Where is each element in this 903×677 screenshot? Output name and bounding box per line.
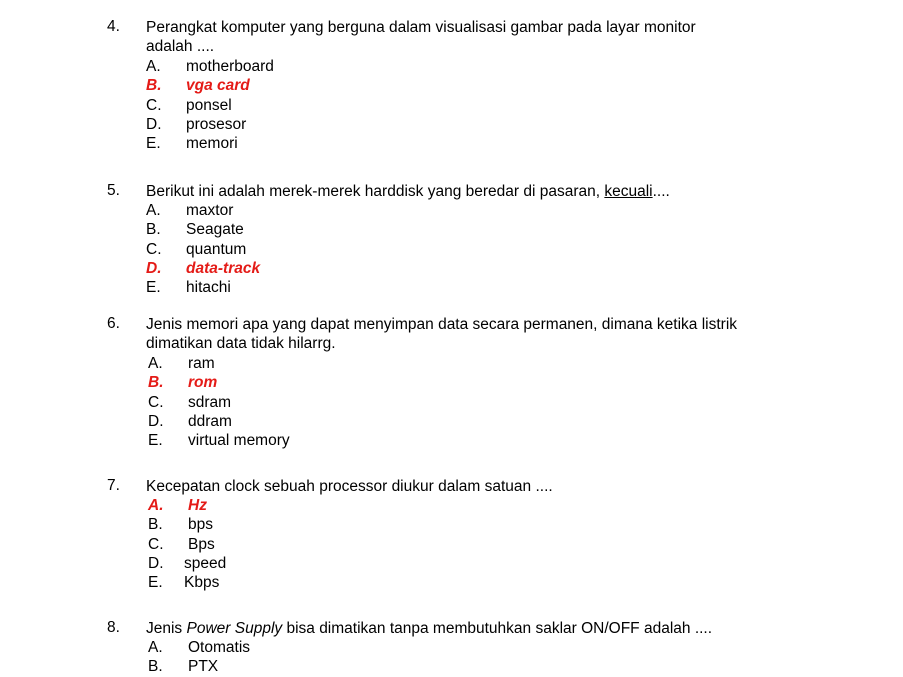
- question-stem: Kecepatan clock sebuah processor diukur dalam satuan ....: [146, 478, 553, 495]
- question-number: 6.: [107, 315, 120, 332]
- question-number: 7.: [107, 477, 120, 494]
- question-stem: Berikut ini adalah merek-merek harddisk yang beredar di pasaran, kecuali....: [146, 183, 670, 200]
- stem-emphasis: kecuali: [604, 183, 653, 200]
- question-number: 5.: [107, 182, 120, 199]
- question-number: 8.: [107, 619, 120, 636]
- question-stem: Perangkat komputer yang berguna dalam visualisasi gambar pada layar monitor adalah ....: [146, 19, 696, 55]
- question-number: 4.: [107, 18, 120, 35]
- question-stem: Jenis memori apa yang dapat menyimpan data secara permanen, dimana ketika listrik dimatikan data tidak hilarrg.: [146, 316, 738, 352]
- question-stem: Jenis Power Supply bisa dimatikan tanpa membutuhkan saklar ON/OFF adalah ....: [146, 620, 713, 637]
- stem-emphasis: Power Supply: [186, 620, 283, 637]
